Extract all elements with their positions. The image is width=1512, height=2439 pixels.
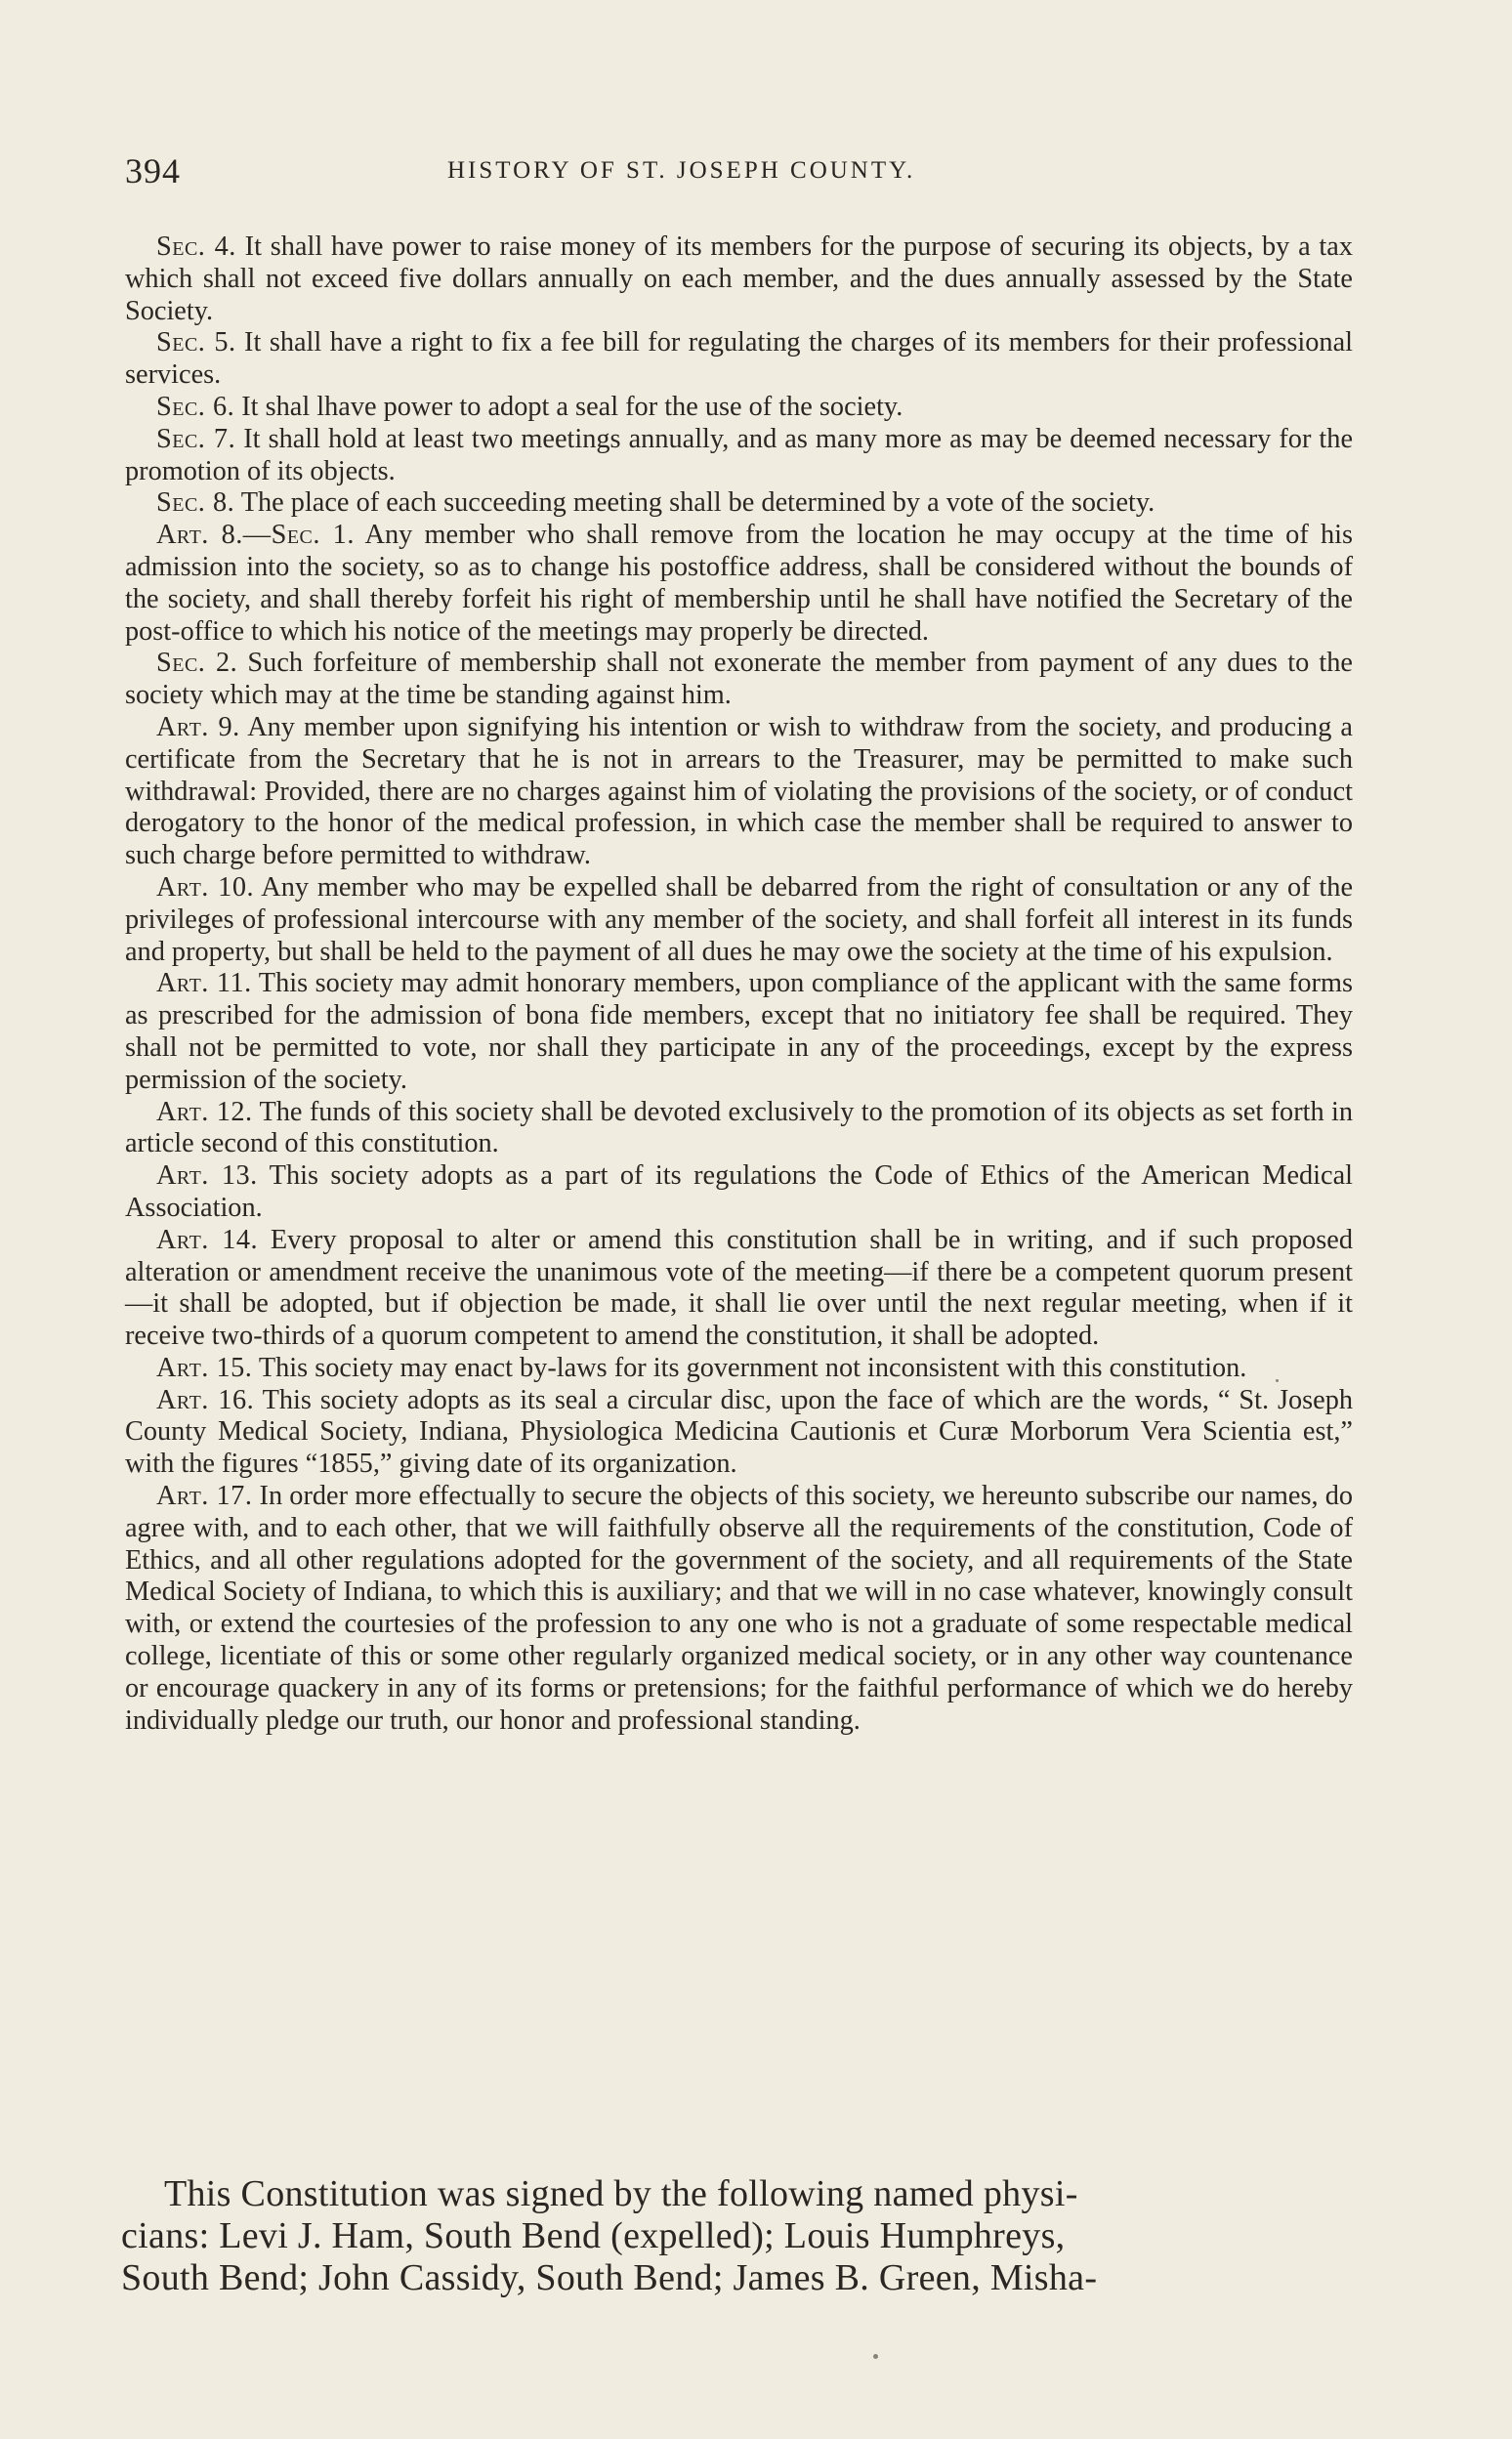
section-ref: Sec. 5. (156, 327, 236, 358)
paragraph-text: It shall have a right to fix a fee bill for regulating the charges of its members for their professional services. (125, 327, 1353, 391)
paragraph-art-8 (125, 520, 1353, 648)
paper-speck (873, 2354, 878, 2359)
paragraph-text: This society may enact by-laws for its government not inconsistent with this constitution. (252, 1352, 1247, 1383)
paragraph-text: It shall hold at least two meetings annually, and as many more as may be deemed necessary for the promotion of its objects. (125, 423, 1354, 486)
section-ref: Sec. 6. (156, 391, 235, 422)
section-ref: Art. 14. (156, 1224, 259, 1255)
page-header (125, 147, 1353, 195)
section-ref: Art. 13. (156, 1160, 258, 1192)
section-ref: Sec. 4. (156, 231, 236, 262)
section-ref: Art. 16. (156, 1384, 255, 1415)
paragraph-text: The funds of this society shall be devoted exclusively to the promotion of its objects as set forth in article second of this constitution. (125, 1096, 1354, 1159)
signatories-line: South Bend; John Cassidy, South Bend; James B. Green, Misha- (121, 2257, 1098, 2298)
paragraph-sec-7 (125, 424, 1353, 488)
section-ref: Sec. 2. (156, 648, 238, 679)
page-number: 394 (125, 151, 181, 190)
paragraph-sec-6 (125, 392, 1353, 424)
section-ref: Art. 17. (156, 1481, 253, 1512)
paragraph-art-8-sec-2 (125, 648, 1353, 712)
section-ref: Art. 11. (156, 968, 252, 999)
paragraph-text: Every proposal to alter or amend this constitution shall be in writing, and if such proposed alteration or amendment receive the unanimous vote of the meeting—if there be a competent quorum present—it shall be adopted, but if objection be made, it shall lie over until the next regular meeting, when if it receive two-thirds of a quorum competent to amend the constitution, it shall be adopted. (125, 1224, 1353, 1352)
paragraph-text: The place of each succeeding meeting shall be determined by a vote of the society. (234, 487, 1155, 519)
paragraph-text: In order more effectually to secure the objects of this society, we hereunto subscribe our names, do agree with, and to each other, that we will faithfully observe all the requirements of the constitution, Code of Ethics, and all other regulations adopted for the government of the society, and all requirements of the State Medical Society of Indiana, to which this is auxiliary; and that we will in no case whatever, knowingly consult with, or extend the courtesies of the profession to any one who is not a graduate of some respectable medical college, licentiate of this or some other regularly organized medical society, or in any other way countenance or encourage quackery in any of its forms or pretensions; for the faithful performance of which we do hereby individually pledge our truth, our honor and professional standing. (125, 1481, 1354, 1736)
paragraph-text: Any member who may be expelled shall be debarred from the right of consultation or any of the privileges of professional intercourse with any member of the society, and shall forfeit all interest in its funds and property, but shall be held to the payment of all dues he may owe the society at the time of his expulsion. (125, 871, 1354, 967)
paragraph-art-9 (125, 712, 1353, 872)
section-ref: Sec. 7. (156, 423, 236, 454)
paragraph-art-11 (125, 968, 1353, 1096)
paragraph-art-14 (125, 1225, 1353, 1353)
paragraph-text: This society may admit honorary members, upon compliance of the applicant with the same forms as prescribed for the admission of bona fide members, except that no initiatory fee shall be required. They shall not be permitted to vote, nor shall they participate in any of the proceedings, except by the express permission of the society. (125, 968, 1354, 1095)
section-ref: Art. 8.—Sec. 1. (156, 520, 355, 551)
paragraph-art-17 (125, 1481, 1353, 1737)
paragraph-sec-4 (125, 231, 1353, 327)
paper-speck (1276, 1379, 1279, 1382)
paragraph-art-12 (125, 1097, 1353, 1161)
paragraph-text: It shall have power to raise money of its members for the purpose of securing its objects, by a tax which shall not exceed five dollars annually on each member, and the dues annually assessed by the State Society. (125, 231, 1353, 326)
signatories-paragraph (121, 2173, 1353, 2299)
paragraph-sec-8 (125, 487, 1353, 520)
section-ref: Art. 12. (156, 1096, 253, 1127)
paragraph-art-16 (125, 1385, 1353, 1481)
paragraph-text: Such forfeiture of membership shall not exonerate the member from payment of any dues to the society which may at the time be standing against him. (125, 648, 1353, 711)
section-ref: Art. 9. (156, 711, 240, 742)
signatories-line: cians: Levi J. Ham, South Bend (expelled); Louis Humphreys, (121, 2215, 1066, 2256)
paragraph-text: This society adopts as a part of its regulations the Code of Ethics of the American Medical Association. (125, 1160, 1353, 1223)
paragraph-text: This society adopts as its seal a circular disc, upon the face of which are the words, “ St. Joseph County Medical Society, Indiana, Physiologica Medicina Cautionis et Curæ Morborum Vera Scientia est,” with the figures “1855,” giving date of its organization. (125, 1384, 1354, 1480)
signatories-line: This Constitution was signed by the following named physi- (164, 2173, 1078, 2214)
paragraph-art-10 (125, 872, 1353, 968)
paragraph-text: It shal lhave power to adopt a seal for the use of the society. (234, 391, 903, 422)
paragraph-text: Any member who shall remove from the location he may occupy at the time of his admission into the society, so as to change his postoffice address, shall be considered without the bounds of the society, and shall thereby forfeit his right of membership until he shall have notified the Secretary of the post-office to which his notice of the meetings may properly be directed. (125, 520, 1353, 647)
section-ref: Art. 15. (156, 1352, 253, 1383)
paragraph-sec-5 (125, 327, 1353, 392)
paragraph-art-13 (125, 1160, 1353, 1225)
paragraph-art-15 (125, 1353, 1353, 1385)
running-head: HISTORY OF ST. JOSEPH COUNTY. (447, 157, 916, 184)
paragraph-text: Any member upon signifying his intention or wish to withdraw from the society, and producing a certificate from the Secretary that he is not in arrears to the Treasurer, may be permitted to make such withdrawal: Provided, there are no charges against him of violating the provisions of the society, or of conduct derogatory to the honor of the medical profession, in which case the member shall be required to answer to such charge before permitted to withdraw. (125, 711, 1353, 871)
section-ref: Art. 10. (156, 871, 255, 903)
section-ref: Sec. 8. (156, 487, 235, 519)
constitution-body (125, 231, 1353, 1737)
